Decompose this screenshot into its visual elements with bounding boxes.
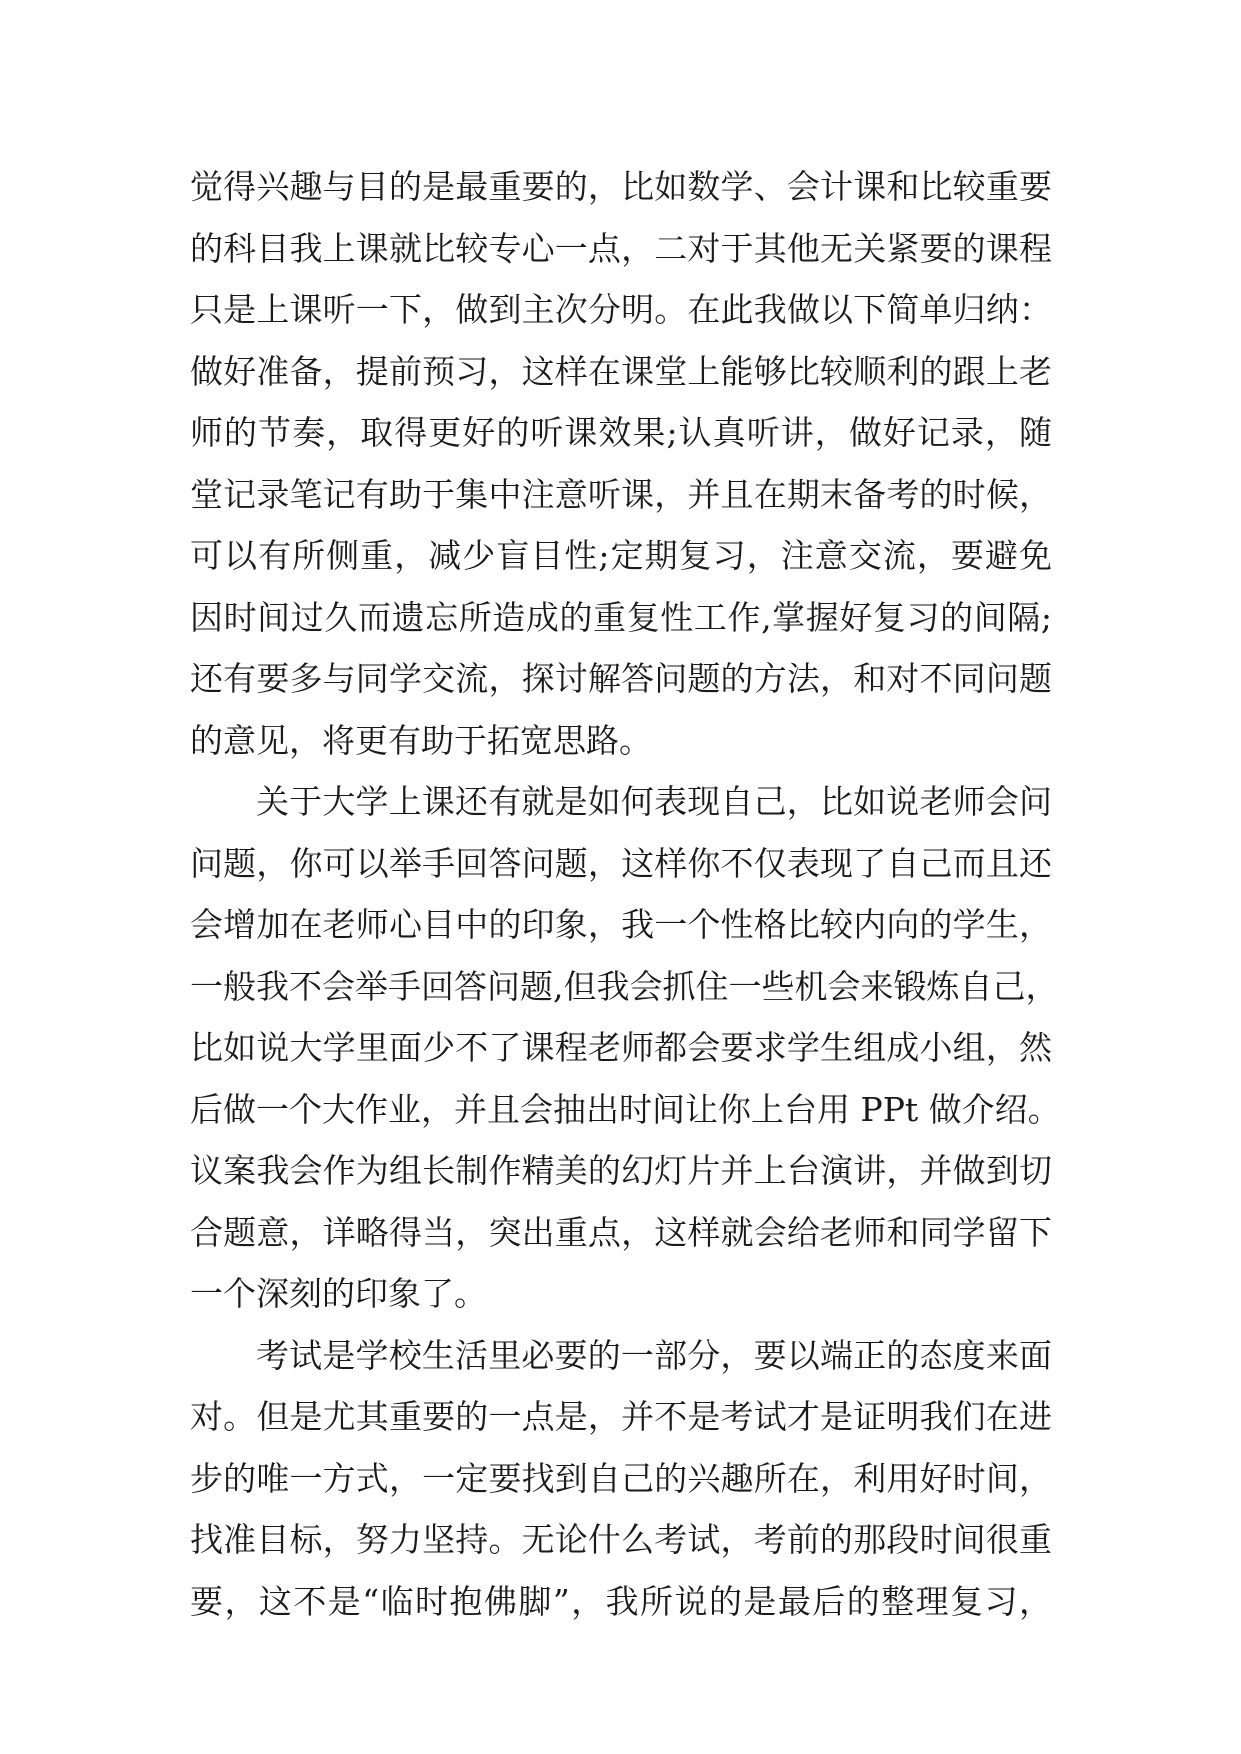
paragraph-line: 对。但是尤其重要的一点是，并不是考试才是证明我们在进 — [190, 1397, 1052, 1436]
paragraph-line: 找准目标，努力坚持。无论什么考试，考前的那段时间很重 — [190, 1520, 1052, 1559]
paragraph-line: 师的节奏，取得更好的听课效果;认真听讲，做好记录，随 — [190, 413, 1052, 452]
paragraph-line: 要，这不是“临时抱佛脚”，我所说的是最后的整理复习， — [190, 1581, 1052, 1621]
paragraph-line: 做好准备，提前预习，这样在课堂上能够比较顺利的跟上老 — [190, 351, 1052, 391]
paragraph-line: 比如说大学里面少不了课程老师都会要求学生组成小组，然 — [190, 1028, 1052, 1067]
paragraph-line: 议案我会作为组长制作精美的幻灯片并上台演讲，并做到切 — [190, 1151, 1052, 1190]
paragraph-2 — [190, 771, 1061, 1325]
paragraph-line: 的意见，将更有助于拓宽思路。 — [190, 720, 652, 760]
paragraph-line: 问题，你可以举手回答问题，这样你不仅表现了自己而且还 — [190, 843, 1052, 883]
paragraph-line: 只是上课听一下，做到主次分明。在此我做以下简单归纳： — [190, 290, 1052, 329]
paragraph-line: 的科目我上课就比较专心一点，二对于其他无关紧要的课程 — [190, 228, 1052, 268]
paragraph-line: 合题意，详略得当，突出重点，这样就会给老师和同学留下 — [190, 1212, 1052, 1252]
paragraph-line: 堂记录笔记有助于集中注意听课，并且在期末备考的时候， — [190, 474, 1052, 514]
paragraph-1 — [190, 156, 1052, 771]
paragraph-line: 还有要多与同学交流，探讨解答问题的方法，和对不同问题 — [190, 659, 1052, 698]
paragraph-line: 会增加在老师心目中的印象，我一个性格比较内向的学生， — [190, 905, 1052, 944]
paragraph-line: 后做一个大作业，并且会抽出时间让你上台用 PPt 做介绍。 — [190, 1089, 1061, 1129]
paragraph-line: 可以有所侧重，减少盲目性;定期复习，注意交流，要避免 — [190, 536, 1052, 575]
paragraph-line: 觉得兴趣与目的是最重要的，比如数学、会计课和比较重要 — [190, 167, 1052, 206]
paragraph-line: 因时间过久而遗忘所造成的重复性工作,掌握好复习的间隔; — [190, 597, 1052, 637]
paragraph-line: 关于大学上课还有就是如何表现自己，比如说老师会问 — [256, 782, 1052, 821]
paragraph-line: 步的唯一方式，一定要找到自己的兴趣所在，利用好时间， — [190, 1458, 1052, 1498]
document-body — [190, 156, 1061, 1632]
paragraph-3 — [190, 1325, 1052, 1633]
paragraph-line: 一般我不会举手回答问题,但我会抓住一些机会来锻炼自己， — [190, 966, 1059, 1006]
paragraph-line: 一个深刻的印象了。 — [190, 1274, 487, 1313]
paragraph-line: 考试是学校生活里必要的一部分，要以端正的态度来面 — [256, 1335, 1052, 1375]
